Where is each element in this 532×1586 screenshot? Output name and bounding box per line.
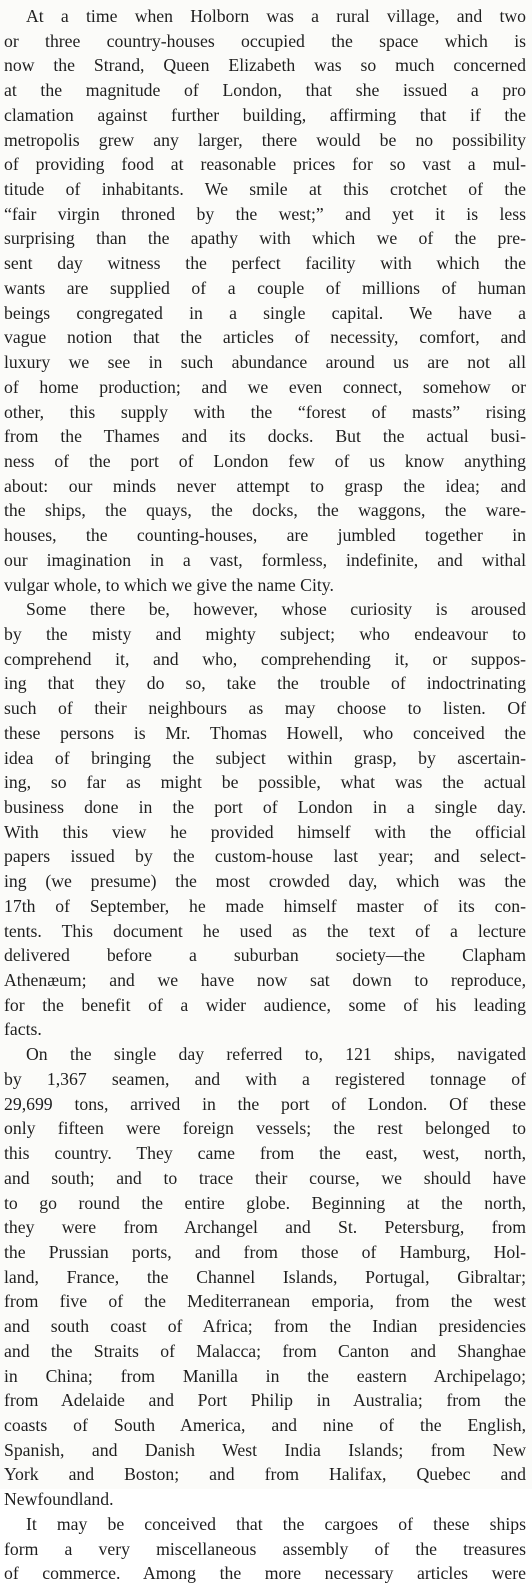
text-line: and south; and to trace their course, we should have [4, 1167, 526, 1188]
text-line: sent day witness the perfect facility with which the [4, 253, 526, 274]
text-line: now the Strand, Queen Elizabeth was so much concerned [4, 55, 526, 76]
text-line: in China; from Manilla in the eastern Archipelago; [4, 1365, 526, 1386]
text-line: titude of inhabitants. We smile at this crotchet of the [4, 179, 526, 200]
text-line: from five of the Mediterranean emporia, from the west [4, 1291, 526, 1312]
text-line: our imagination in a vast, formless, indefinite, and withal [4, 549, 526, 570]
text-line: to go round the entire globe. Beginning at the north, [4, 1192, 526, 1213]
text-line: vague notion that the articles of necessity, comfort, and [4, 327, 526, 348]
text-line: of home production; and we even connect, somehow or [4, 376, 526, 397]
text-line: delivered before a suburban society—the Clapham [4, 945, 526, 966]
text-line: Some there be, however, whose curiosity is aroused [26, 599, 526, 620]
text-line: metropolis grew any larger, there would be no possibility [4, 129, 526, 150]
text-line: this country. They came from the east, west, north, [4, 1143, 526, 1164]
text-line: business done in the port of London in a single day. [4, 797, 526, 817]
text-line: other, this supply with the “forest of masts” rising [4, 401, 526, 422]
paragraph-3 [4, 1042, 526, 1512]
text-line: On the single day referred to, 121 ships, navigated [26, 1044, 526, 1065]
text-line: houses, the counting-houses, are jumbled together in [4, 525, 526, 546]
text-line: these persons is Mr. Thomas Howell, who conceived the [4, 722, 526, 743]
paragraph-2 [4, 597, 526, 1042]
text-line: from Adelaide and Port Philip in Australia; from the [4, 1390, 526, 1411]
text-line: of providing food at reasonable prices for so vast a mul- [4, 154, 526, 175]
text-line: Spanish, and Danish West India Islands; from New [4, 1439, 526, 1460]
text-line: ness of the port of London few of us know anything [4, 450, 526, 471]
text-line: at the magnitude of London, that she issued a pro [4, 80, 526, 101]
text-line: Newfoundland. [4, 1489, 114, 1510]
text-line: such of their neighbours as may choose to listen. Of [4, 698, 526, 719]
text-line: 29,699 tons, arrived in the port of London. Of these [4, 1093, 526, 1114]
text-line: by 1,367 seamen, and with a registered tonnage of [4, 1068, 526, 1089]
text-line: luxury we see in such abundance around us are not all [4, 352, 526, 373]
text-line: vulgar whole, to which we give the name City. [4, 574, 334, 595]
text-line: York and Boston; and from Halifax, Quebec and [4, 1464, 526, 1485]
text-line: It may be conceived that the cargoes of these ships [26, 1513, 526, 1534]
text-line: “fair virgin throned by the west;” and yet it is less [4, 203, 526, 224]
text-line: clamation against further building, affirming that if the [4, 104, 526, 125]
text-line: and south coast of Africa; from the Indian presidencies [4, 1316, 526, 1337]
text-line: form a very miscellaneous assembly of the treasures [4, 1538, 526, 1559]
text-line: 17th of September, he made himself master of its con- [4, 895, 526, 916]
text-line: of commerce. Among the more necessary articles were [4, 1563, 526, 1584]
text-line: comprehend it, and who, comprehending it, or suppos- [4, 648, 526, 669]
text-line: Athenæum; and we have now sat down to reproduce, [4, 970, 526, 991]
article-column [4, 4, 526, 1586]
text-line: about: our minds never attempt to grasp the idea; and [4, 475, 526, 496]
text-line: wants are supplied of a couple of millions of human [4, 277, 526, 298]
text-line: beings congregated in a single capital. We have a [4, 302, 526, 323]
text-line: idea of bringing the subject within grasp, by ascertain- [4, 747, 526, 768]
text-line: With this view he provided himself with the official [4, 821, 526, 842]
text-line: coasts of South America, and nine of the English, [4, 1414, 526, 1435]
text-line: land, France, the Channel Islands, Portugal, Gibraltar; [4, 1266, 526, 1287]
text-line: facts. [4, 1019, 42, 1040]
text-line: for the benefit of a wider audience, some of his leading [4, 994, 526, 1015]
paragraph-4 [4, 1512, 526, 1586]
text-line: and the Straits of Malacca; from Canton and Shanghae [4, 1340, 526, 1361]
paragraph-1 [4, 4, 526, 597]
text-line: by the misty and mighty subject; who endeavour to [4, 623, 526, 644]
text-line: from the Thames and its docks. But the actual busi- [4, 426, 526, 447]
text-line: the ships, the quays, the docks, the waggons, the ware- [4, 500, 526, 521]
text-line: At a time when Holborn was a rural village, and two [26, 6, 526, 26]
text-line: ing (we presume) the most crowded day, which was the [4, 871, 526, 892]
text-line: ing, so far as might be possible, what was the actual [4, 772, 526, 793]
text-line: only fifteen were foreign vessels; the rest belonged to [4, 1118, 526, 1139]
text-line: ing that they do so, take the trouble of indoctrinating [4, 673, 526, 694]
text-line: they were from Archangel and St. Petersburg, from [4, 1217, 526, 1238]
text-line: tents. This document he used as the text of a lecture [4, 920, 526, 941]
text-line: or three country-houses occupied the space which is [4, 30, 526, 51]
text-line: papers issued by the custom-house last year; and select- [4, 846, 526, 867]
text-line: the Prussian ports, and from those of Hamburg, Hol- [4, 1241, 526, 1262]
text-line: surprising than the apathy with which we of the pre- [4, 228, 526, 249]
